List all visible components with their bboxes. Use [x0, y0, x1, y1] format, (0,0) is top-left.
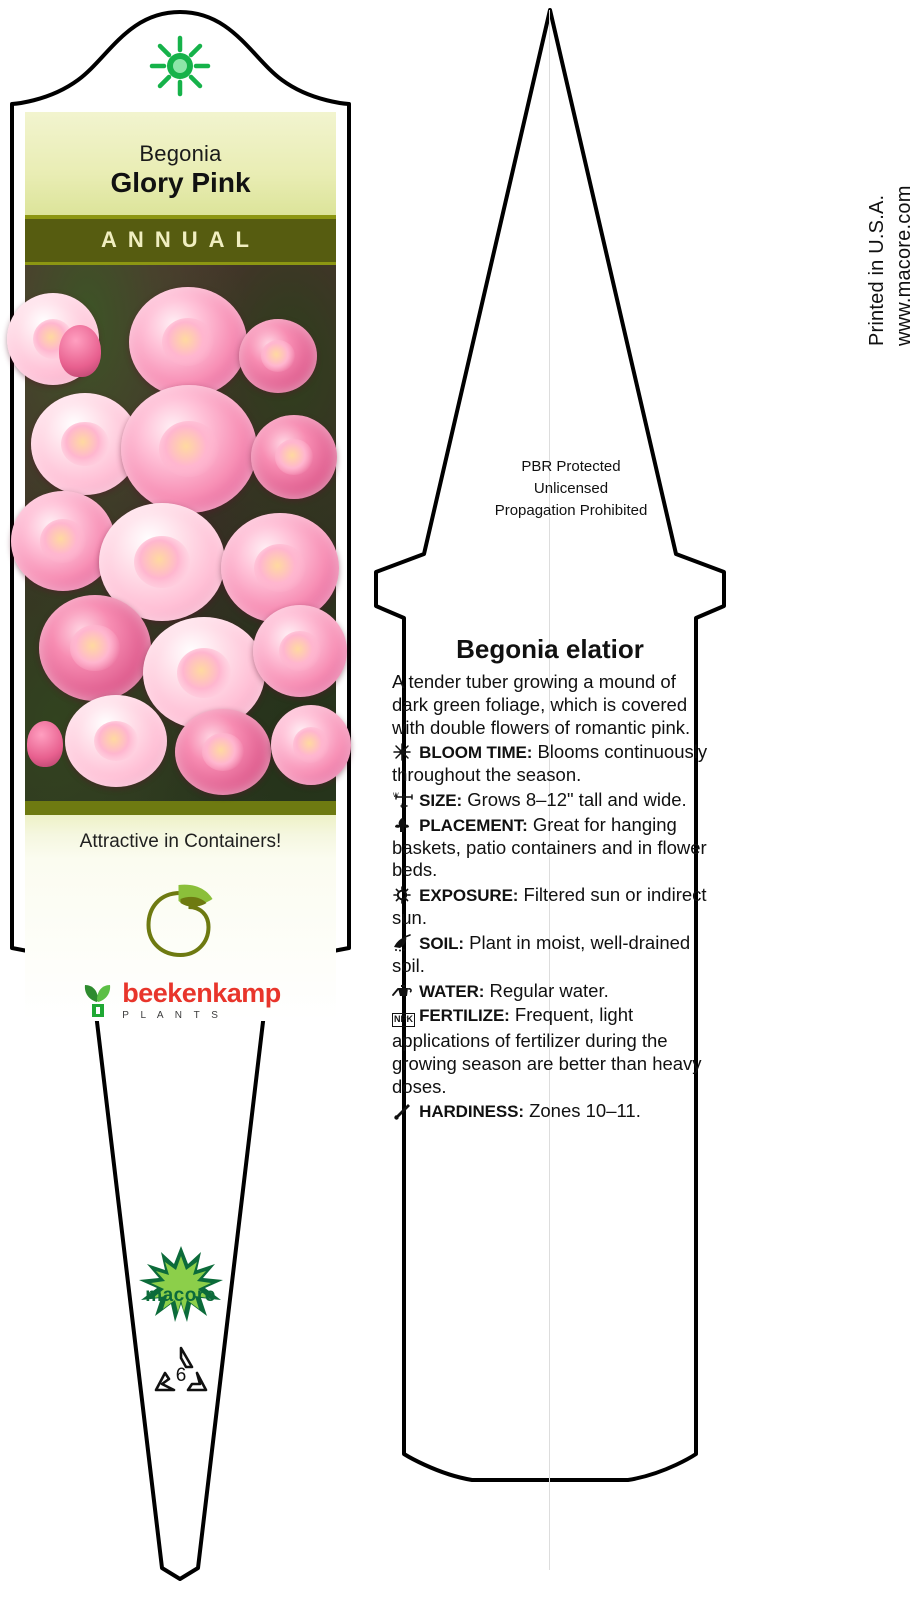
recycle-mark: [8, 1340, 353, 1407]
spec-fertilize: [392, 1004, 708, 1098]
pbr-line-1: PBR Protected: [521, 458, 621, 475]
printed-in-text: Printed in U.S.A.: [866, 194, 888, 346]
printed-info-vertical: [866, 16, 916, 346]
species-title: Begonia elatior: [456, 634, 644, 664]
spec-water: [392, 980, 708, 1003]
front-content: [25, 112, 336, 1021]
spec-placement: [392, 814, 708, 882]
thermometer-icon: [392, 1102, 412, 1120]
spec-value: Regular water.: [489, 979, 609, 1001]
spec-value: Great for hanging baskets, patio containers and in flower beds.: [392, 813, 707, 881]
caption-text: Attractive in Containers!: [79, 830, 282, 852]
pbr-line-3: Propagation Prohibited: [494, 501, 648, 519]
beekenkamp-wordmark: [122, 977, 281, 1021]
spec-value: Filtered sun or indirect sun.: [392, 884, 707, 929]
snowflake-bloom-icon: [392, 743, 412, 761]
spec-label: BLOOM TIME:: [419, 743, 533, 763]
spec-label: WATER:: [419, 981, 485, 1001]
front-lower-block: [25, 859, 336, 1021]
sun-exposure-icon: [392, 886, 412, 904]
cultivar-name: Glory Pink: [110, 167, 251, 199]
spec-soil: [392, 932, 708, 978]
macore-star-logo: [135, 1244, 227, 1324]
macore-logo: [8, 1244, 353, 1307]
spec-hardiness: [392, 1100, 708, 1123]
pbr-line-2: Unlicensed: [533, 479, 609, 497]
species-description: A tender tuber growing a mound of dark green foliage, which is covered with double flowers of romantic pink.: [392, 671, 691, 738]
front-tag-panel: [8, 8, 353, 1583]
macore-wordmark: macore: [145, 1285, 216, 1306]
care-info-block: [392, 634, 708, 1123]
front-title-block: [25, 112, 336, 215]
sun-starburst-icon: [148, 36, 212, 98]
spec-label: HARDINESS:: [419, 1102, 524, 1122]
spec-size: [392, 789, 708, 812]
svg-text:H: H: [401, 803, 406, 810]
back-tag-panel: [366, 6, 915, 1586]
genus-name: Begonia: [139, 141, 222, 166]
spec-value: Grows 8–12" tall and wide.: [467, 788, 687, 810]
spec-value: Plant in moist, well-drained soil.: [392, 931, 691, 976]
size-arrows-icon: [392, 791, 412, 809]
spec-value: Frequent, light applications of fertilizer during the growing season are better than heavy doses.: [392, 1004, 702, 1097]
spec-label: SIZE:: [419, 790, 463, 810]
seedling-in-pot-icon: [80, 980, 114, 1020]
brand-subtitle: P L A N T S: [122, 1009, 223, 1021]
svg-text:W: W: [393, 792, 399, 799]
spec-label: PLACEMENT:: [419, 815, 528, 835]
npk-fertilizer-icon: NPK: [392, 1007, 412, 1030]
website-text: www.macore.com: [893, 185, 915, 346]
spec-value: Blooms continuously throughout the season.: [392, 741, 708, 786]
photo-bottom-divider: [25, 801, 336, 815]
spec-label: SOIL:: [419, 933, 464, 953]
pbr-notice: [421, 456, 721, 521]
spec-label: EXPOSURE:: [419, 886, 519, 906]
spec-bloom-time: [392, 741, 708, 787]
beekenkamp-brand: [25, 977, 336, 1021]
category-bar: [25, 215, 336, 265]
care-spec-list: [392, 741, 708, 1123]
soil-trowel-icon: [392, 934, 412, 952]
leaf-in-circle-logo: [25, 877, 336, 961]
plant-placement-icon: [392, 816, 412, 834]
recycle-number: 6: [175, 1365, 186, 1386]
brand-name: beekenkamp: [122, 977, 281, 1008]
spec-label: FERTILIZE:: [419, 1006, 510, 1026]
front-caption-block: [25, 815, 336, 859]
spec-value: Zones 10–11.: [529, 1100, 641, 1122]
recycle-triangle-icon: [148, 1340, 214, 1402]
watering-can-icon: [392, 982, 412, 1000]
category-label: ANNUAL: [101, 226, 260, 252]
flower-photo: [25, 265, 336, 801]
spec-exposure: [392, 884, 708, 930]
